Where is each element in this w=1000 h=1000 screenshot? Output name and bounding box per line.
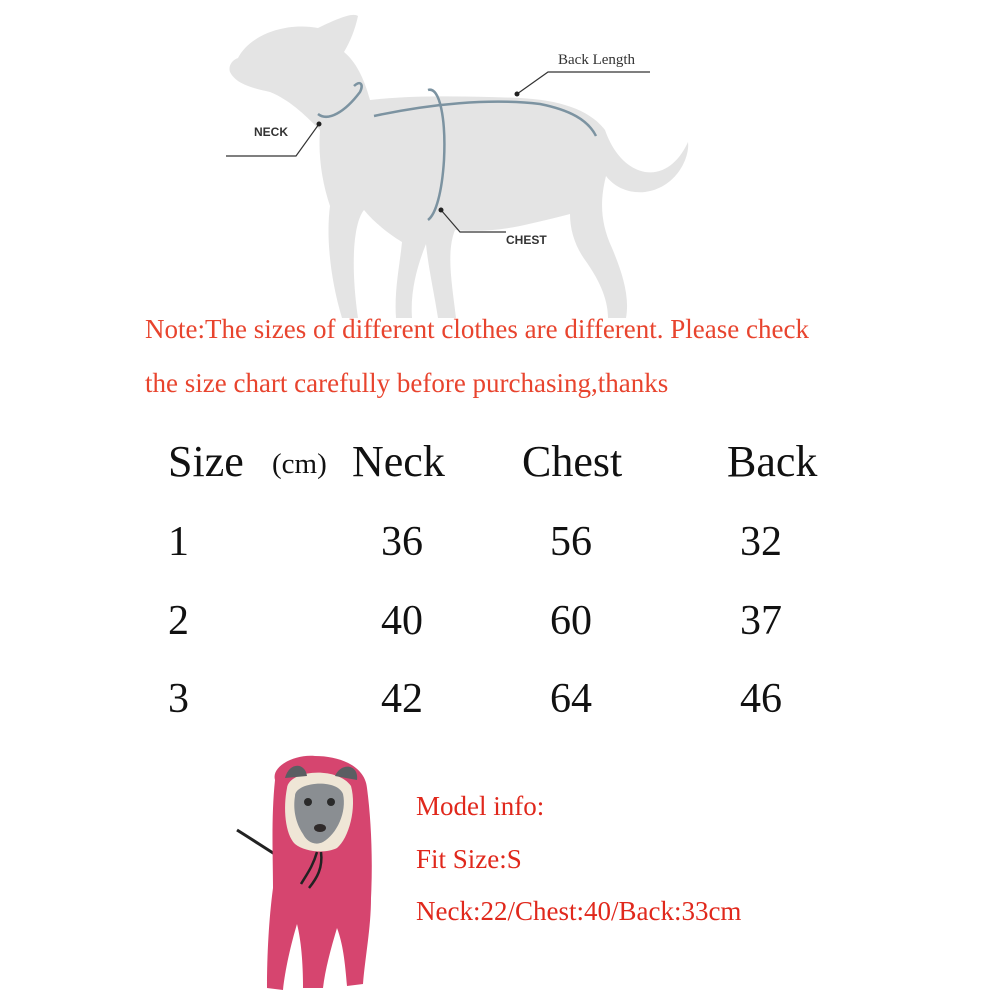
neck-label: NECK xyxy=(254,125,289,139)
model-info-title: Model info: xyxy=(416,791,545,821)
row-size: 1 xyxy=(168,519,189,565)
header-back: Back xyxy=(727,437,818,486)
back-pointer-line xyxy=(517,72,650,94)
dog-eye-left xyxy=(304,798,312,806)
row-chest: 60 xyxy=(550,598,592,644)
chest-pointer-dot xyxy=(439,208,444,213)
model-dog-photo xyxy=(225,748,405,998)
note-line-2: the size chart carefully before purchasing,thanks xyxy=(145,368,669,398)
dog-silhouette-illustration xyxy=(0,0,1000,330)
measurement-diagram xyxy=(0,0,1000,330)
row-back: 32 xyxy=(740,519,782,565)
row-size: 3 xyxy=(168,676,189,722)
row-back: 37 xyxy=(740,598,782,644)
row-neck: 36 xyxy=(381,519,423,565)
header-size: Size xyxy=(168,437,244,486)
row-neck: 42 xyxy=(381,676,423,722)
row-chest: 56 xyxy=(550,519,592,565)
header-chest: Chest xyxy=(522,437,623,486)
dog-nose xyxy=(314,824,326,832)
chest-label: CHEST xyxy=(506,233,547,247)
neck-pointer-dot xyxy=(317,122,322,127)
dog-eye-right xyxy=(327,798,335,806)
row-neck: 40 xyxy=(381,598,423,644)
note-line-1: Note:The sizes of different clothes are different. Please check xyxy=(145,314,809,344)
back-length-label: Back Length xyxy=(558,52,636,68)
row-size: 2 xyxy=(168,598,189,644)
back-pointer-dot xyxy=(515,92,520,97)
header-neck: Neck xyxy=(352,437,445,486)
model-measurements: Neck:22/Chest:40/Back:33cm xyxy=(416,896,742,926)
row-back: 46 xyxy=(740,676,782,722)
model-fit-size: Fit Size:S xyxy=(416,844,522,874)
header-unit: (cm) xyxy=(272,448,327,480)
row-chest: 64 xyxy=(550,676,592,722)
